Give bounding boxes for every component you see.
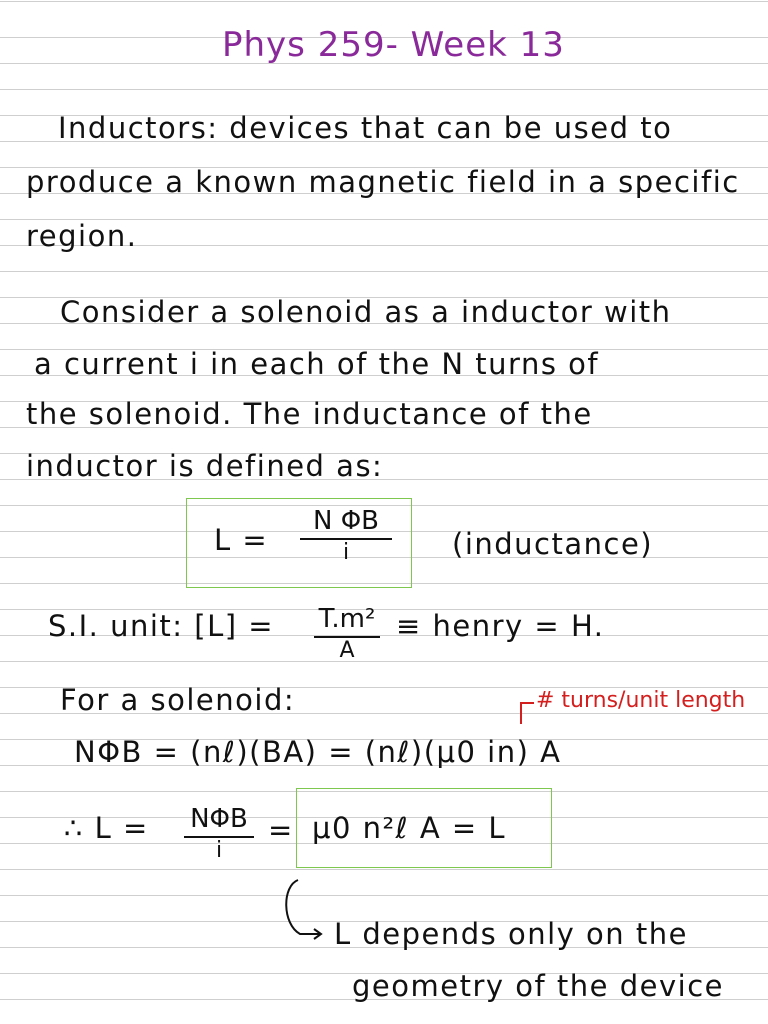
si-unit-suffix: ≡ henry = H. <box>396 609 605 643</box>
result-prefix: ∴ L = <box>64 811 149 845</box>
para1-line1: Inductors: devices that can be used to <box>58 111 673 145</box>
conclusion-line1: L depends only on the <box>334 917 688 951</box>
solenoid-heading: For a solenoid: <box>60 683 296 717</box>
si-unit-denominator: A <box>339 637 355 663</box>
result-equals: = <box>268 813 294 847</box>
para1-line2: produce a known magnetic field in a specific <box>26 165 740 199</box>
si-unit-fraction <box>314 606 380 662</box>
para2-line2: a current i in each of the N turns of <box>34 347 600 381</box>
solenoid-inductance-result: μ0 n²ℓ A = L <box>312 811 507 845</box>
para2-line1: Consider a solenoid as a inductor with <box>60 295 672 329</box>
si-unit-numerator: T.m² <box>318 604 376 634</box>
formula-numerator: N ΦB <box>312 506 379 536</box>
annotation-arrow-stem <box>520 702 522 724</box>
conclusion-line2: geometry of the device <box>352 969 724 1003</box>
formula-denominator: i <box>342 539 350 565</box>
para2-line4: inductor is defined as: <box>26 449 384 483</box>
page-title: Phys 259- Week 13 <box>222 25 565 65</box>
inductance-note: (inductance) <box>452 527 654 561</box>
annotation-arrow-head <box>520 702 534 704</box>
result-numerator: NΦB <box>190 804 248 834</box>
flux-equation: NΦB = (nℓ)(BA) = (nℓ)(μ0 in) A <box>74 735 562 769</box>
result-denominator: i <box>215 837 223 863</box>
curved-arrow-icon <box>280 876 330 946</box>
si-unit-prefix: S.I. unit: [L] = <box>48 609 275 643</box>
para1-line3: region. <box>26 219 138 253</box>
result-fraction <box>184 806 254 862</box>
turns-per-length-annotation: # turns/unit length <box>536 688 746 713</box>
para2-line3: the solenoid. The inductance of the <box>26 397 593 431</box>
formula-lhs: L = <box>214 523 269 557</box>
formula-fraction <box>300 508 392 564</box>
